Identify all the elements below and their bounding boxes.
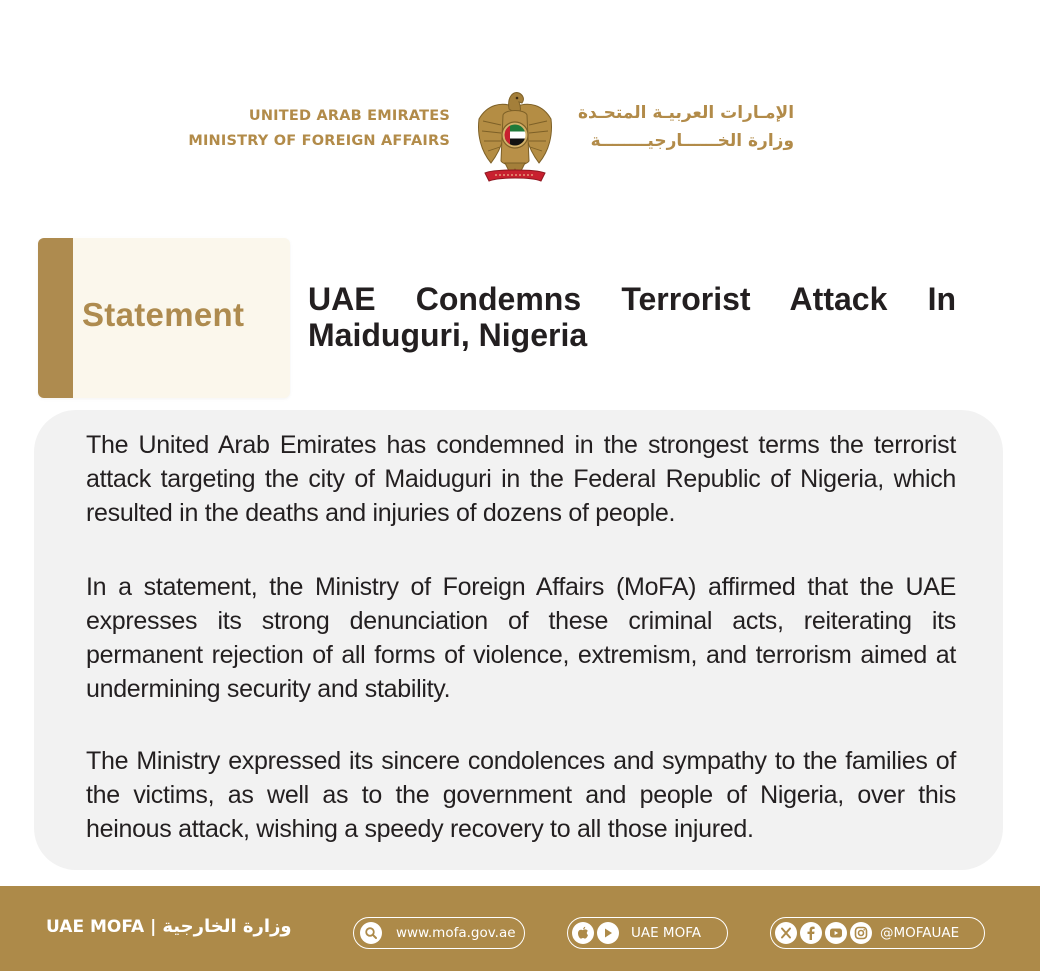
website-link[interactable] (353, 917, 525, 949)
footer-brand-english: UAE MOFA (46, 917, 145, 937)
social-handle: @MOFAUAE (880, 925, 960, 941)
ministry-name-english (188, 104, 450, 154)
instagram-icon[interactable] (850, 922, 872, 944)
website-url: www.mofa.gov.ae (396, 925, 516, 941)
statement-label: Statement (82, 296, 245, 333)
org-name-line2: MINISTRY OF FOREIGN AFFAIRS (188, 133, 450, 149)
org-name-line1: UNITED ARAB EMIRATES (248, 108, 450, 124)
x-icon[interactable] (775, 922, 797, 944)
app-store-links[interactable] (567, 917, 728, 949)
org-name-ar-line1: الإمـارات العربيـة المتحـدة (578, 103, 795, 123)
body-paragraph-3: The Ministry expressed its sincere condolences and sympathy to the families of the victims, as well as to the government and people of Nigeria, over this heinous attack, wishing a speedy recovery to all those injured. (86, 747, 956, 843)
social-links[interactable] (770, 917, 985, 949)
org-name-ar-line2: وزارة الخــــــارجيــــــــة (590, 131, 795, 151)
app-label: UAE MOFA (631, 925, 701, 941)
body-paragraph-2: In a statement, the Ministry of Foreign Affairs (MoFA) affirmed that the UAE expresses its strong denunciation of these criminal acts, reiterating its permanent rejection of all forms of violence, extremism, and terrorism aimed at undermining security and stability. (86, 573, 956, 703)
ministry-name-arabic (578, 99, 794, 155)
search-icon (360, 922, 382, 944)
uae-falcon-emblem-icon (475, 85, 555, 189)
statement-badge (38, 238, 290, 398)
apple-icon[interactable] (572, 922, 594, 944)
youtube-icon[interactable] (825, 922, 847, 944)
page-title: UAE Condemns Terrorist Attack In Maiduguri, Nigeria (308, 281, 956, 353)
footer-brand-arabic: وزارة الخارجية (162, 916, 292, 937)
footer-brand-separator: | (150, 917, 157, 937)
footer-brand (46, 916, 292, 937)
statement-accent-bar (38, 238, 73, 398)
body-paragraph-1: The United Arab Emirates has condemned in the strongest terms the terrorist attack targeting the city of Maiduguri in the Federal Republic of Nigeria, which resulted in the deaths and injuries of dozens of people. (86, 431, 956, 527)
play-store-icon[interactable] (597, 922, 619, 944)
facebook-icon[interactable] (800, 922, 822, 944)
